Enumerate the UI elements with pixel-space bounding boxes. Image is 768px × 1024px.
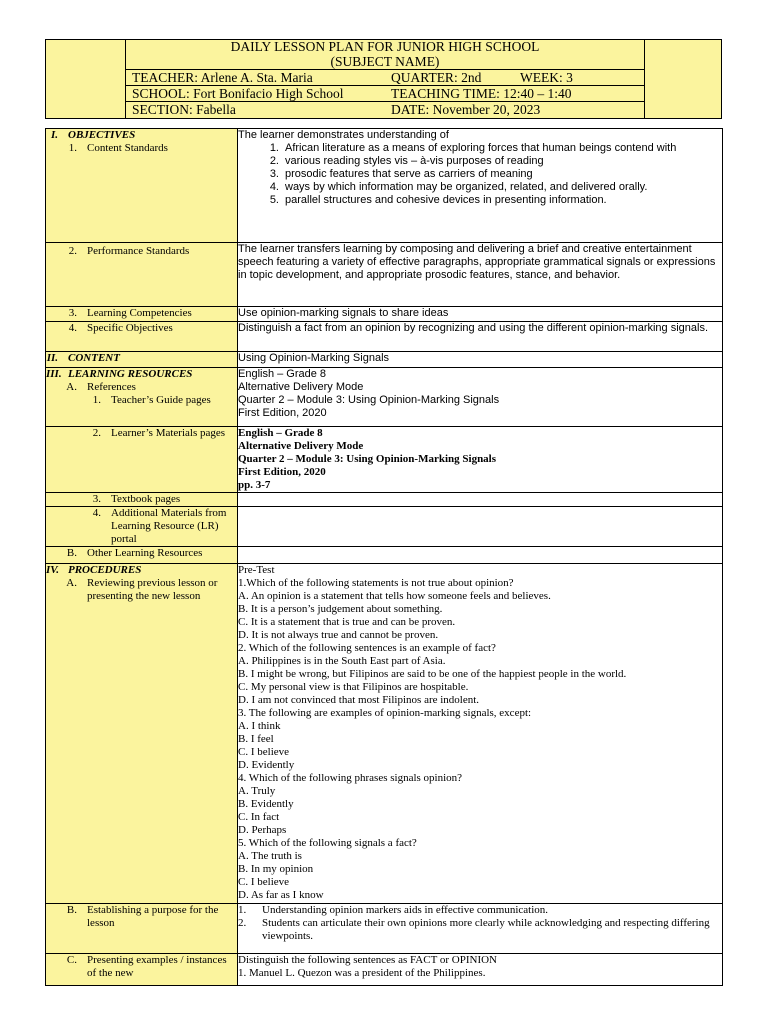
- learning-competencies-label: 3. Learning Competencies: [68, 307, 192, 319]
- quarter-value: QUARTER: 2nd: [391, 70, 482, 85]
- content-text: Using Opinion-Marking Signals: [238, 352, 723, 368]
- pretest-line: A. Philippines is in the South East part of Asia.: [238, 655, 446, 667]
- pretest-line: B. It is a person’s judgement about something.: [238, 603, 443, 615]
- other-resources-label: B. Other Learning Resources: [66, 547, 203, 559]
- performance-standards-text: The learner transfers learning by composing and delivering a brief and creative entertainment speech featuring a variety of effective paragraphs, appropriate grammatical signals or expressions in topic development, and appropriate prosodic features, stance, and behavior.: [238, 243, 723, 307]
- row-learning-competencies: [46, 307, 723, 322]
- pretest-line: B. I feel: [238, 733, 274, 745]
- list-item: 1. Understanding opinion markers aids in effective communication.: [238, 904, 549, 916]
- tg-line: Alternative Delivery Mode: [238, 381, 364, 393]
- list-item: 2. Students can articulate their own opinions more clearly while acknowledging and respecting differing viewpoints.: [238, 917, 710, 942]
- procedure-c-line: 1. Manuel L. Quezon was a president of the Philippines.: [238, 967, 486, 979]
- pretest-line: A. Truly: [238, 785, 276, 797]
- pretest-line: C. My personal view is that Filipinos are hospitable.: [238, 681, 469, 693]
- lesson-plan-table: [45, 128, 723, 986]
- lm-line: English – Grade 8: [238, 427, 323, 439]
- pretest-line: B. Evidently: [238, 798, 294, 810]
- pretest-line: 4. Which of the following phrases signals opinion?: [238, 772, 463, 784]
- list-item: 5. parallel structures and cohesive devices in presenting information.: [269, 194, 607, 206]
- header-row-section: [126, 101, 644, 118]
- pretest-line: C. In fact: [238, 811, 280, 823]
- row-additional-materials: [46, 507, 723, 547]
- header-info-block: [125, 39, 645, 119]
- row-other-resources: [46, 547, 723, 564]
- content-heading: II. CONTENT: [46, 352, 120, 364]
- row-procedure-b: [46, 904, 723, 954]
- pretest-line: A. An opinion is a statement that tells how someone feels and believes.: [238, 590, 551, 602]
- pretest-line: C. I believe: [238, 746, 290, 758]
- pretest-line: C. I believe: [238, 876, 290, 888]
- section-name: SECTION: Fabella: [132, 102, 236, 117]
- header-subtitle: (SUBJECT NAME): [330, 54, 440, 69]
- references-label: A. References: [66, 381, 136, 393]
- list-item: 3. prosodic features that serve as carriers of meaning: [269, 168, 533, 180]
- list-item: 4. ways by which information may be organized, related, and delivered orally.: [269, 181, 648, 193]
- lm-line: pp. 3-7: [238, 479, 271, 491]
- content-standards-cell: [238, 129, 723, 243]
- procedure-c-cell: [238, 954, 723, 986]
- pretest-line: D. As far as I know: [238, 889, 324, 901]
- content-standards-label: 1. Content Standards: [68, 142, 168, 154]
- pretest-line: 5. Which of the following signals a fact?: [238, 837, 417, 849]
- teacher-name: TEACHER: Arlene A. Sta. Maria: [132, 70, 313, 85]
- pretest-line: A. The truth is: [238, 850, 302, 862]
- row-specific-objectives: [46, 322, 723, 352]
- pretest-cell: [238, 564, 723, 904]
- week-value: WEEK: 3: [520, 70, 573, 85]
- row-content: [46, 352, 723, 368]
- additional-materials-label: 4. Additional Materials from Learning Resource (LR) portal: [92, 507, 227, 545]
- procedure-b-label: B. Establishing a purpose for the lesson: [66, 904, 219, 929]
- list-item: 2. various reading styles vis – à-vis purposes of reading: [269, 155, 544, 167]
- learning-resources-heading: III. LEARNING RESOURCES: [46, 368, 193, 380]
- textbook-pages-cell: [238, 493, 723, 507]
- content-standards-intro: The learner demonstrates understanding of: [238, 129, 449, 141]
- procedure-c-label: C. Presenting examples / instances of the new: [66, 954, 227, 979]
- row-textbook-pages: [46, 493, 723, 507]
- teaching-time: TEACHING TIME: 12:40 – 1:40: [391, 86, 572, 101]
- procedure-a-label: A. Reviewing previous lesson or presenting the new lesson: [66, 577, 218, 602]
- pretest-line: 2. Which of the following sentences is an example of fact?: [238, 642, 496, 654]
- performance-standards-label: 2. Performance Standards: [68, 245, 190, 257]
- header-row-teacher: [126, 69, 644, 86]
- procedures-heading: IV. PROCEDURES: [46, 564, 142, 576]
- pretest-line: D. I am not convinced that most Filipinos are indolent.: [238, 694, 480, 706]
- pretest-line: B. In my opinion: [238, 863, 314, 875]
- teachers-guide-cell: [238, 368, 723, 427]
- pretest-line: A. I think: [238, 720, 281, 732]
- lm-line: Alternative Delivery Mode: [238, 440, 364, 452]
- header-title: DAILY LESSON PLAN FOR JUNIOR HIGH SCHOOL: [230, 39, 540, 54]
- additional-materials-cell: [238, 507, 723, 547]
- other-resources-cell: [238, 547, 723, 564]
- tg-line: Quarter 2 – Module 3: Using Opinion-Marking Signals: [238, 394, 500, 406]
- pretest-line: D. Evidently: [238, 759, 295, 771]
- row-content-standards: [46, 129, 723, 243]
- pretest-line: 3. The following are examples of opinion-marking signals, except:: [238, 707, 532, 719]
- objectives-heading: I. OBJECTIVES: [50, 129, 136, 141]
- pretest-line: C. It is a statement that is true and can be proven.: [238, 616, 456, 628]
- date-value: DATE: November 20, 2023: [391, 102, 541, 117]
- list-item: 1. African literature as a means of exploring forces that human beings contend with: [269, 142, 677, 154]
- row-learners-materials: [46, 427, 723, 493]
- lesson-plan-header: [45, 39, 722, 119]
- textbook-pages-label: 3. Textbook pages: [92, 493, 181, 505]
- tg-line: English – Grade 8: [238, 368, 327, 380]
- learners-materials-cell: [238, 427, 723, 493]
- pretest-line: Pre-Test: [238, 564, 275, 576]
- tg-line: First Edition, 2020: [238, 407, 327, 419]
- lm-line: Quarter 2 – Module 3: Using Opinion-Marking Signals: [238, 453, 497, 465]
- row-teachers-guide: [46, 368, 723, 427]
- specific-objectives-text: Distinguish a fact from an opinion by recognizing and using the different opinion-marking signals.: [238, 322, 723, 352]
- lm-line: First Edition, 2020: [238, 466, 326, 478]
- learners-materials-label: 2. Learner’s Materials pages: [92, 427, 226, 439]
- pretest-line: B. I might be wrong, but Filipinos are said to be one of the happiest people in the world.: [238, 668, 627, 680]
- row-procedure-a: [46, 564, 723, 904]
- procedure-c-line: Distinguish the following sentences as FACT or OPINION: [238, 954, 497, 966]
- pretest-line: D. It is not always true and cannot be proven.: [238, 629, 439, 641]
- content-standards-list: [238, 142, 722, 207]
- row-procedure-c: [46, 954, 723, 986]
- purpose-cell: [238, 904, 723, 954]
- learning-competencies-text: Use opinion-marking signals to share ideas: [238, 307, 723, 322]
- pretest-line: D. Perhaps: [238, 824, 287, 836]
- row-performance-standards: [46, 243, 723, 307]
- specific-objectives-label: 4. Specific Objectives: [68, 322, 173, 334]
- teachers-guide-label: 1. Teacher’s Guide pages: [92, 394, 211, 406]
- pretest-line: 1.Which of the following statements is not true about opinion?: [238, 577, 514, 589]
- header-row-school: [126, 85, 644, 102]
- school-name: SCHOOL: Fort Bonifacio High School: [132, 86, 344, 101]
